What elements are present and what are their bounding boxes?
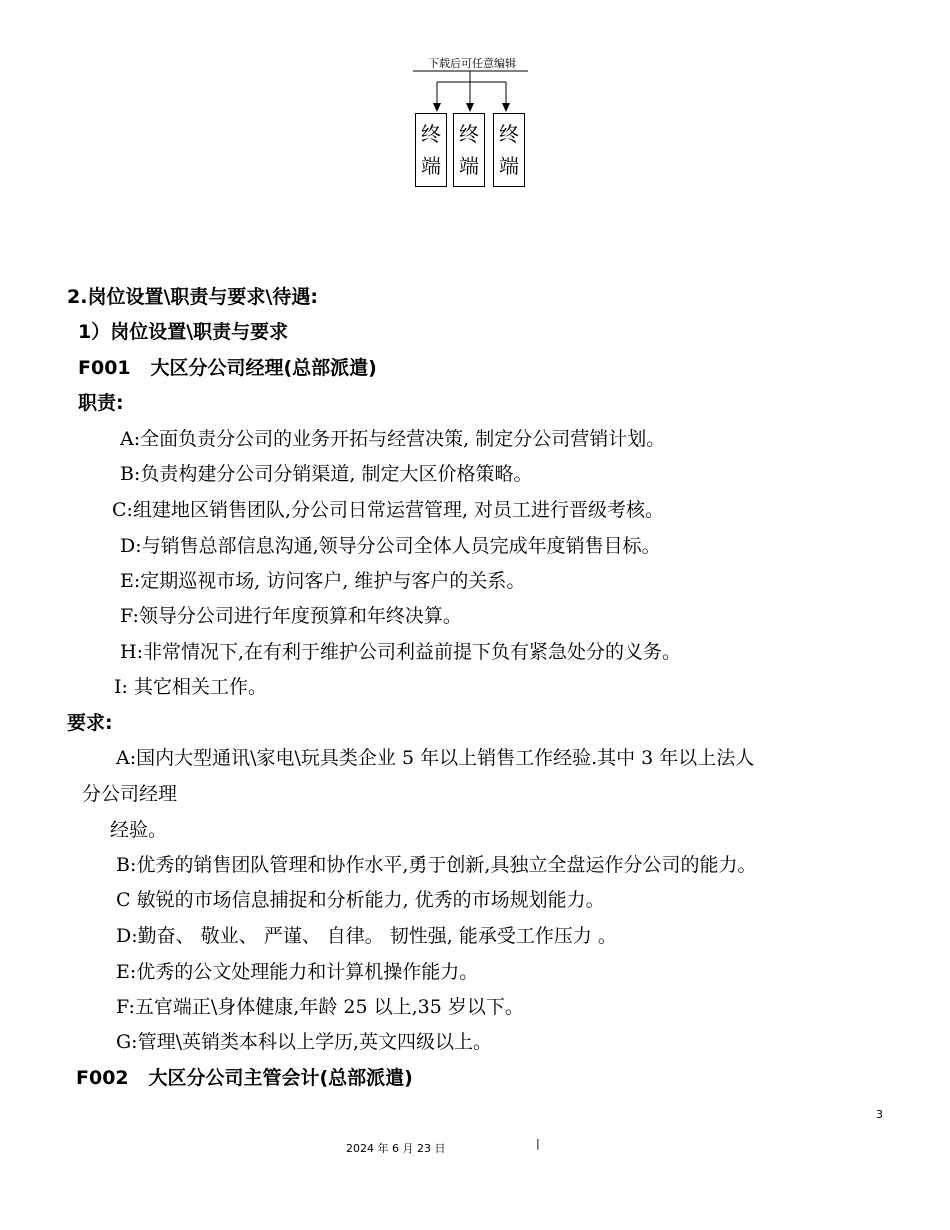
page-number: 3 (876, 1108, 883, 1121)
box-char: 终 (421, 122, 441, 146)
footer-date: 2024 年 6 月 23 日 (346, 1142, 446, 1155)
duty-item: A:全面负责分公司的业务开拓与经营决策, 制定分公司营销计划。 (120, 428, 666, 450)
duty-item: B:负责构建分公司分销渠道, 制定大区价格策略。 (120, 463, 533, 485)
position-title: F002 大区分公司主管会计(总部派遣) (76, 1067, 413, 1089)
section-subheading: 1）岗位设置\职责与要求 (78, 321, 289, 343)
duty-item: C:组建地区销售团队,分公司日常运营管理, 对员工进行晋级考核。 (112, 499, 665, 521)
requirement-item: 经验。 (110, 819, 168, 841)
duties-label: 职责: (78, 392, 124, 414)
requirement-item: A:国内大型通讯\家电\玩具类企业 5 年以上销售工作经验.其中 3 年以上法人 (116, 747, 755, 769)
duty-item: D:与销售总部信息沟通,领导分公司全体人员完成年度销售目标。 (120, 535, 661, 557)
box-char: 终 (499, 122, 519, 146)
box-char: 端 (499, 154, 519, 178)
requirement-item: G:管理\英销类本科以上学历,英文四级以上。 (116, 1031, 493, 1053)
requirements-label: 要求: (67, 712, 113, 734)
requirement-item: C 敏锐的市场信息捕捉和分析能力, 优秀的市场规划能力。 (116, 889, 605, 911)
position-title: F001 大区分公司经理(总部派遣) (78, 357, 377, 379)
box-char: 端 (421, 154, 441, 178)
terminal-box (415, 113, 447, 187)
requirement-item: D:勤奋、 敬业、 严谨、 自律。 韧性强, 能承受工作压力 。 (116, 925, 617, 947)
section-heading: 2.岗位设置\职责与要求\待遇: (67, 286, 318, 308)
duty-item: H:非常情况下,在有利于维护公司利益前提下负有紧急处分的义务。 (120, 641, 682, 663)
requirement-item: E:优秀的公文处理能力和计算机操作能力。 (116, 961, 479, 983)
duty-item: I: 其它相关工作。 (114, 676, 267, 698)
box-char: 端 (459, 154, 479, 178)
footer-separator: | (536, 1137, 540, 1150)
requirement-item: F:五官端正\身体健康,年龄 25 以上,35 岁以下。 (116, 996, 524, 1018)
requirement-item: 分公司经理 (82, 783, 178, 805)
requirement-item: B:优秀的销售团队管理和协作水平,勇于创新,具独立全盘运作分公司的能力。 (116, 854, 757, 876)
terminal-box (453, 113, 485, 187)
duty-item: F:领导分公司进行年度预算和年终决算。 (120, 605, 462, 627)
duty-item: E:定期巡视市场, 访问客户, 维护与客户的关系。 (120, 570, 526, 592)
box-char: 终 (459, 122, 479, 146)
terminal-box (493, 113, 525, 187)
header-note: 下载后可任意编辑 (428, 57, 516, 70)
